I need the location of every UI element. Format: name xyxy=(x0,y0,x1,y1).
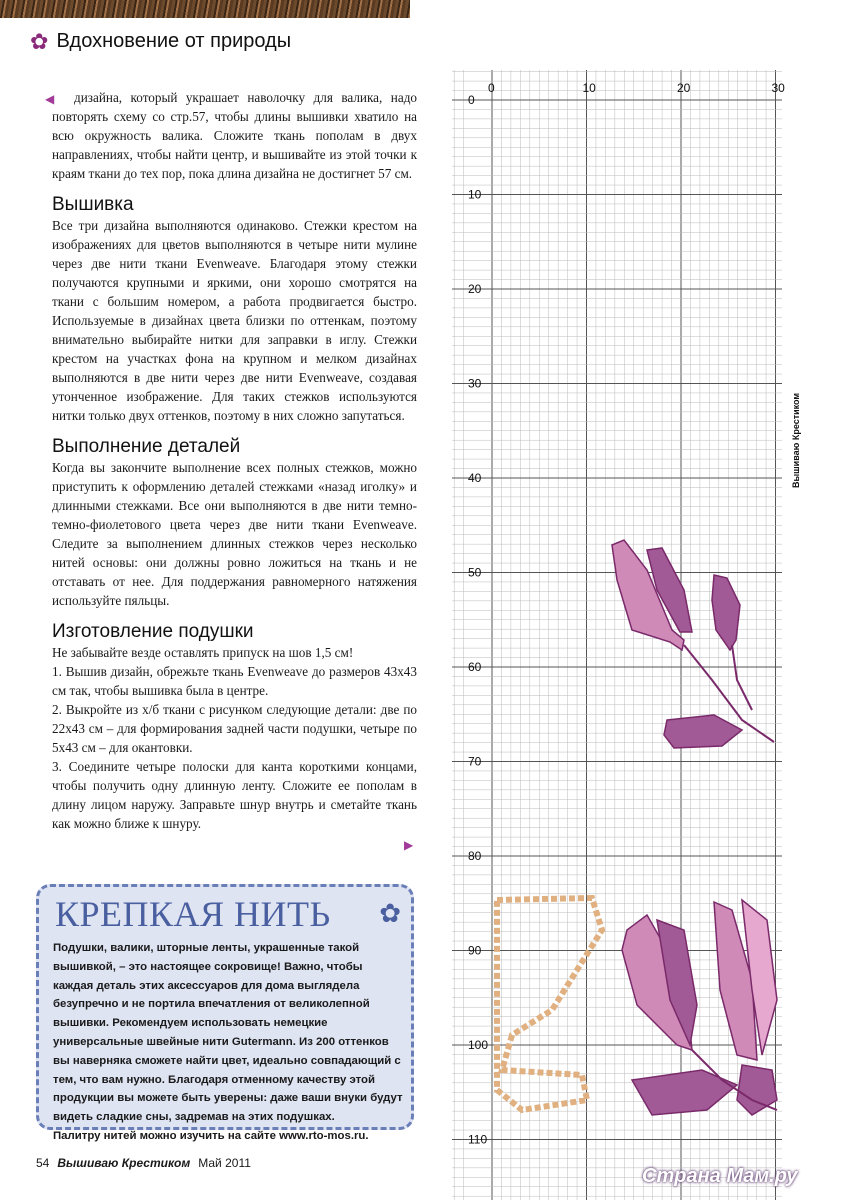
continue-left-arrow-icon: ◀ xyxy=(45,92,55,106)
pillow-intro: Не забывайте везде оставлять припуск на шов 1,5 см! xyxy=(52,645,354,660)
x-tick-label: 20 xyxy=(677,81,691,95)
page-footer xyxy=(36,1156,251,1170)
callout-title: КРЕПКАЯ НИТЬ xyxy=(55,894,331,934)
issue-date: Май 2011 xyxy=(198,1156,251,1170)
watermark: Страна Мам.ру xyxy=(642,1165,798,1187)
page-number: 54 xyxy=(36,1156,50,1170)
callout-text xyxy=(53,939,403,1146)
x-tick-label: 30 xyxy=(771,81,785,95)
y-tick-label: 80 xyxy=(468,849,482,863)
y-tick-label: 60 xyxy=(468,660,482,674)
y-tick-label: 70 xyxy=(468,754,482,769)
y-tick-label: 30 xyxy=(468,376,482,391)
section-title: Вдохновение от природы xyxy=(56,30,292,52)
continue-right-arrow-icon: ▶ xyxy=(404,838,414,852)
y-tick-label: 20 xyxy=(468,282,482,296)
y-tick-label: 40 xyxy=(468,471,482,485)
heading-pillow: Изготовление подушки xyxy=(52,621,254,642)
intro-paragraph: дизайна, который украшает наволочку для валика, надо повторять схему со стр.57, чтобы длины вышивки хватило на всю окружность валика. Сложите ткань пополам в двух направлениях, чтобы найти центр, и вышивайте из этой точки к краям ткани до тех пор, пока длина дизайна не достигнет 57 см. xyxy=(52,90,417,181)
embroidery-paragraph: Все три дизайна выполняются одинаково. Стежки крестом на изображениях для цветов выполняются в четыре нити мулине через две нити ткани Evenweave. Благодаря этому стежки получаются крупными и яркими, они хорошо смотрятся на ткани с большим номером, а работа продвигается быстро. Используемые в дизайнах цвета близки по оттенкам, поэтому внимательно выбирайте нитки для заправки в иглу. Стежки крестом на участках фона на крупном и мелком дизайнах выполняются в две нити через две нити Evenweave, создавая утонченное изображение. Для таких стежков используются нитки только двух оттенков, поэтому в них сложно запутаться. xyxy=(52,218,417,423)
pillow-step-1: 1. Вышив дизайн, обрежьте ткань Evenweave до размеров 43x43 см так, чтобы вышивка была в центре. xyxy=(52,664,417,698)
x-tick-label: 10 xyxy=(582,81,596,95)
y-tick-label: 90 xyxy=(468,943,482,958)
magazine-side-logo xyxy=(783,392,805,490)
callout-box xyxy=(36,884,414,1142)
heading-embroidery: Вышивка xyxy=(52,194,134,215)
details-paragraph: Когда вы закончите выполнение всех полных стежков, можно приступить к оформлению деталей стежками «назад иголку» и длинными стежками. Все они выполняются в две нити темно-темно-фиолетового цвета через две нити ткани Evenweave. Следите за выполнением длинных стежков через несколько нитей основы: они должны ровно ложиться на ткань и не отставать от нее. Для поддержания равномерного натяжения используйте пяльцы. xyxy=(52,460,417,608)
text-column xyxy=(52,88,417,833)
magazine-name: Вышиваю Крестиком xyxy=(57,1156,191,1170)
svg-text:Вышиваю Крестиком: Вышиваю Крестиком xyxy=(791,392,801,488)
section-header xyxy=(30,30,291,53)
y-tick-label: 50 xyxy=(468,565,482,580)
x-tick-label: 0 xyxy=(488,81,495,95)
hair-photo-strip xyxy=(0,0,410,18)
y-tick-label: 10 xyxy=(468,187,482,202)
callout-body: Подушки, валики, шторные ленты, украшенные такой вышивкой, – это настоящее сокровище! Важно, чтобы каждая деталь этих аксессуаров для дома выглядела безупречно и не портила впечатления от великолепной вышивки. Рекомендуем использовать немецкие универсальные швейные нити Gutermann. Из 200 оттенков вы наверняка сможете найти цвет, идеально совпадающий с тем, что вам нужно. Благодаря отменному качеству этой продукции вы можете быть уверены: даже ваши внуки будут видеть сладкие сны, задремав на этих подушках. xyxy=(53,942,403,1124)
y-tick-label: 0 xyxy=(468,93,475,107)
pillow-step-3: 3. Соедините четыре полоски для канта короткими концами, чтобы получить одну длинную ленту. Сложите ее пополам в длину лицом наружу. Заправьте шнур внутрь и сметайте ткань как можно ближе к шнуру. xyxy=(52,759,417,831)
x-axis-labels xyxy=(488,81,785,95)
heading-details: Выполнение деталей xyxy=(52,436,241,457)
flower-motif-top xyxy=(612,540,774,748)
cross-stitch-chart xyxy=(452,70,785,1200)
pillow-step-2: 2. Выкройте из х/б ткани с рисунком следующие детали: две по 22x43 см – для формирования задней части подушки, четыре по 5x43 см – для окантовки. xyxy=(52,702,417,755)
flower-icon: ✿ xyxy=(379,899,401,928)
flower-icon: ✿ xyxy=(30,28,49,54)
y-tick-label: 110 xyxy=(468,1132,488,1147)
y-tick-label: 100 xyxy=(468,1038,489,1052)
callout-footer-line: Палитру нитей можно изучить на сайте www.rto-mos.ru. xyxy=(53,1129,369,1142)
